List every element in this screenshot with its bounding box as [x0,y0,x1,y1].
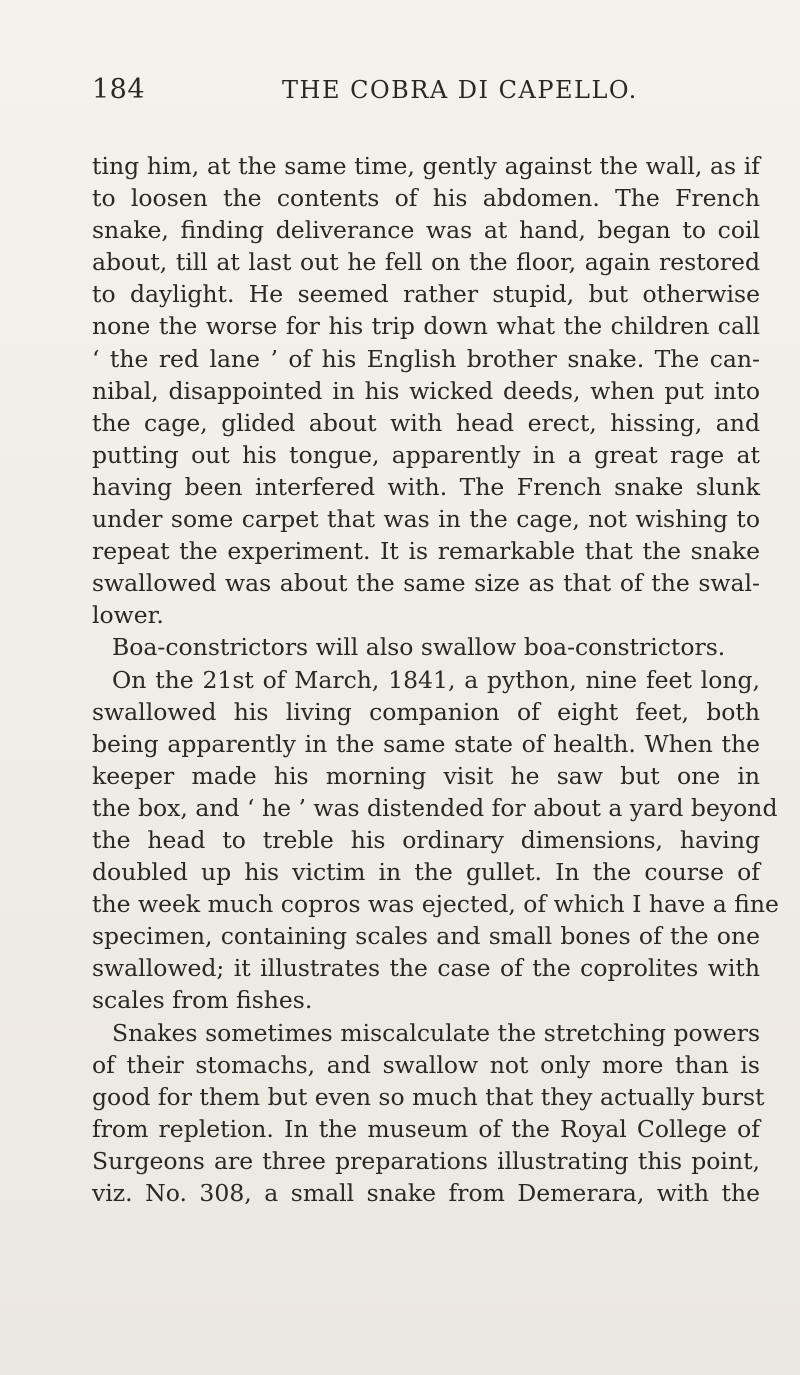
text-line: keeper made his morning visit he saw but one in [92,761,760,790]
paragraph-start-line: Snakes sometimes miscalculate the stretching powers [112,1018,760,1047]
text-line: about, till at last out he fell on the floor, again restored [92,248,760,277]
page-number: 184 [92,74,146,105]
text-line: the box, and ‘ he ’ was distended for about a yard beyond [92,793,778,822]
paragraph-start-line: Boa-constrictors will also swallow boa-constrictors. [112,633,726,662]
running-head: THE COBRA DI CAPELLO. [282,76,638,104]
text-line: scales from fishes. [92,986,313,1015]
text-line: specimen, containing scales and small bones of the one [92,922,760,951]
text-line: good for them but even so much that they actually burst [92,1082,765,1111]
body-text [92,150,779,1209]
text-line: ‘ the red lane ’ of his English brother snake. The can- [92,344,760,373]
text-line: the head to treble his ordinary dimensions, having [92,825,760,854]
page-header [92,74,760,114]
text-line: from repletion. In the museum of the Royal College of [92,1114,760,1143]
text-line: snake, finding deliverance was at hand, began to coil [92,216,760,245]
text-line: to daylight. He seemed rather stupid, but otherwise [92,280,760,309]
text-line: lower. [92,601,164,630]
text-line: the cage, glided about with head erect, hissing, and [92,408,760,437]
text-line: Surgeons are three preparations illustrating this point, [92,1146,760,1175]
text-line: swallowed his living companion of eight feet, both [92,697,760,726]
text-line: under some carpet that was in the cage, not wishing to [92,505,760,534]
text-line: of their stomachs, and swallow not only more than is [92,1050,760,1079]
text-line: doubled up his victim in the gullet. In the course of [92,858,760,887]
text-line: being apparently in the same state of health. When the [92,729,760,758]
text-line: swallowed; it illustrates the case of the coprolites with [92,954,760,983]
text-line: to loosen the contents of his abdomen. The French [92,184,760,213]
text-line: ting him, at the same time, gently against the wall, as if [92,152,760,180]
text-line: nibal, disappointed in his wicked deeds, when put into [92,376,760,405]
text-line: the week much copros was ejected, of which I have a fine [92,890,779,919]
text-line: repeat the experiment. It is remarkable that the snake [92,537,760,566]
text-line: having been interfered with. The French snake slunk [92,472,760,501]
paragraph-start-line: On the 21st of March, 1841, a python, nine feet long, [112,665,760,694]
text-line: viz. No. 308, a small snake from Demerara, with the [92,1179,760,1207]
text-line: none the worse for his trip down what the children call [92,312,760,341]
text-line: putting out his tongue, apparently in a great rage at [92,440,760,469]
text-line: swallowed was about the same size as that of the swal- [92,569,760,598]
